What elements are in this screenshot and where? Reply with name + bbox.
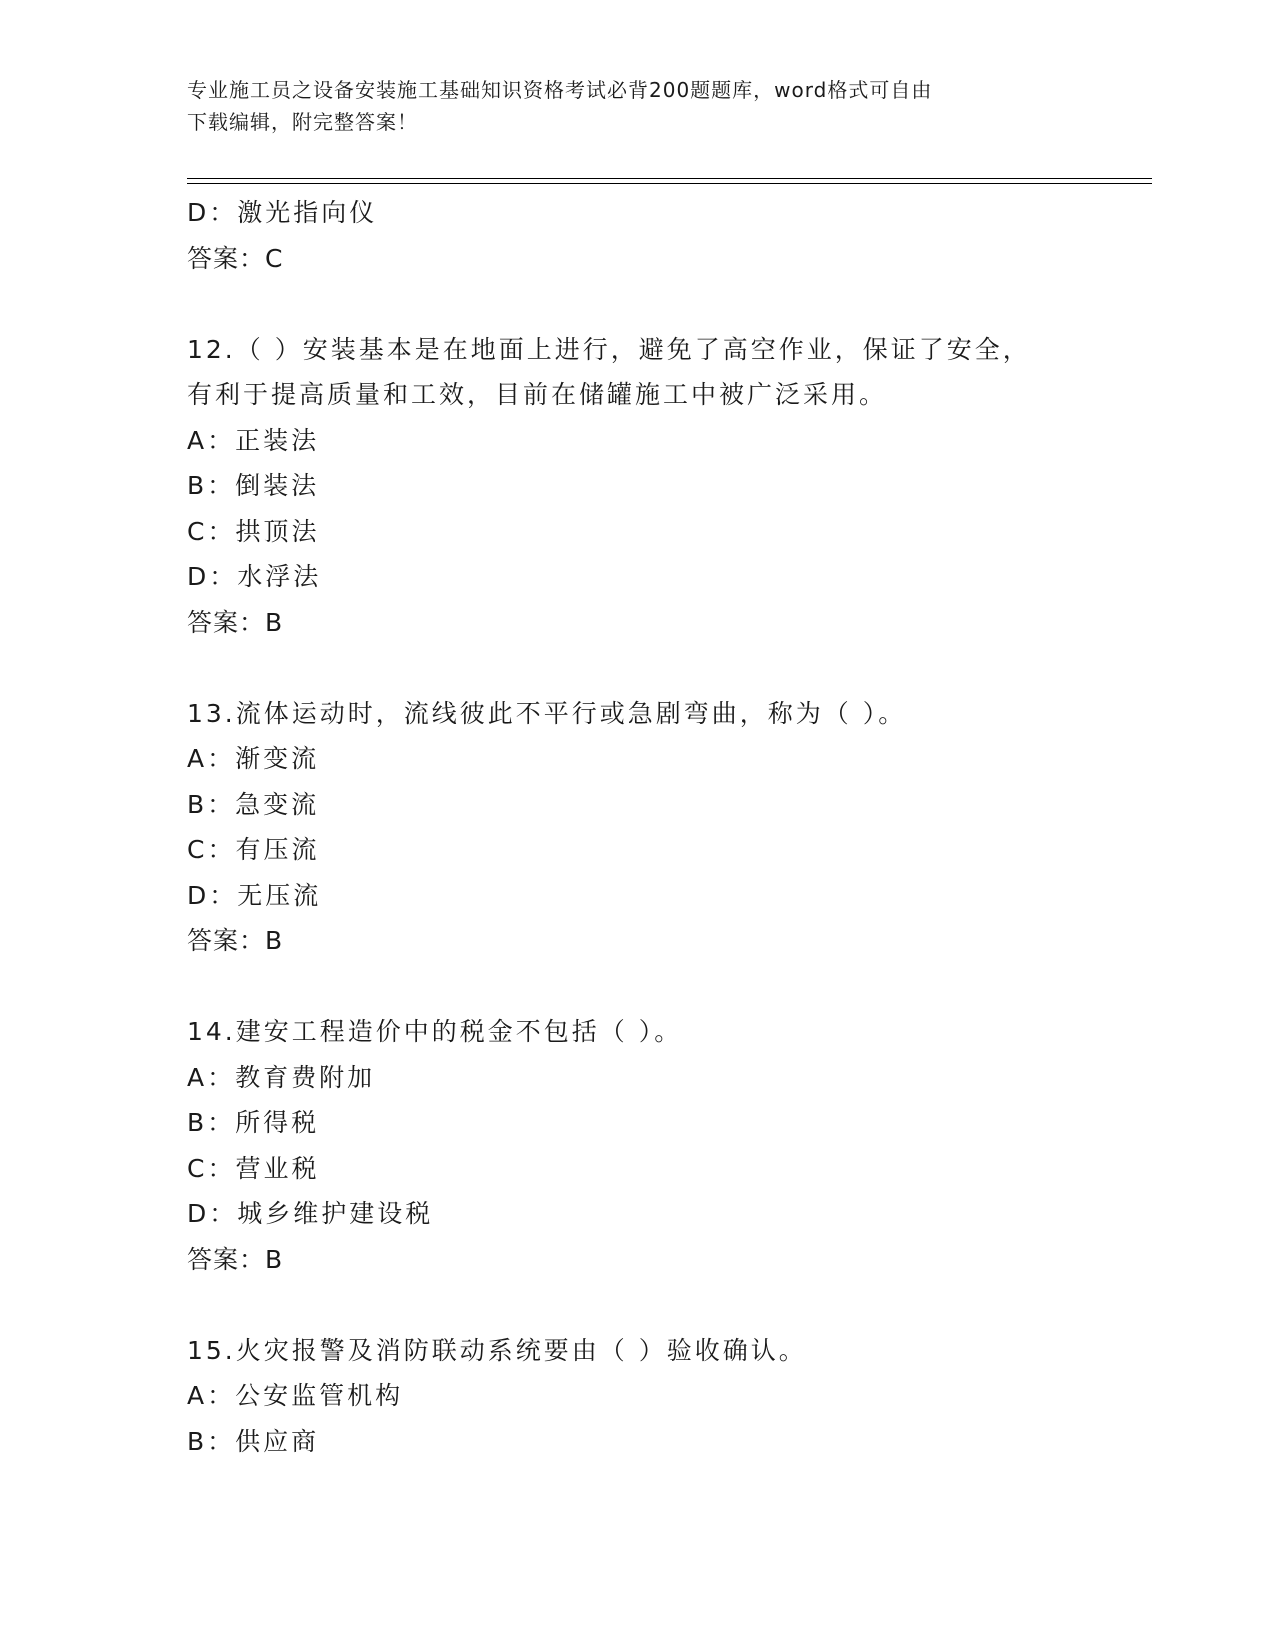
option-a: A：渐变流 [187,744,320,773]
question-stem: 12.（ ）安装基本是在地面上进行，避免了高空作业，保证了安全， [187,334,1031,364]
spacer [187,281,1087,327]
question-stem: 15.火灾报警及消防联动系统要由（ ）验收确认。 [187,1335,807,1365]
header-divider-top [187,178,1152,179]
answer: 答案：B [187,1244,284,1274]
option-d: D：水浮法 [187,562,322,591]
header-divider-bottom [187,183,1152,184]
question-stem: 13.流体运动时，流线彼此不平行或急剧弯曲，称为（ ）。 [187,698,907,728]
option-c: C：营业税 [187,1153,320,1183]
option-b: B：急变流 [187,789,320,819]
spacer [187,964,1087,1010]
question-content [187,190,1087,1464]
option-d: D：激光指向仪 [187,198,378,227]
answer: 答案：C [187,243,284,273]
option-d: D：无压流 [187,880,322,910]
answer: 答案：B [187,607,284,637]
option-c: C：有压流 [187,835,320,864]
answer: 答案：B [187,926,284,955]
header-title-line-1: 专业施工员之设备安装施工基础知识资格考试必背200题题库，word格式可自由 [187,78,933,102]
header-title-line-2: 下载编辑，附完整答案！ [187,110,418,134]
question-stem-continued: 有利于提高质量和工效，目前在储罐施工中被广泛采用。 [187,380,888,409]
option-b: B：倒装法 [187,471,320,500]
document-header [187,74,1067,138]
question-13 [187,691,1087,964]
option-a: A：公安监管机构 [187,1381,404,1410]
question-12 [187,327,1087,646]
option-a: A：正装法 [187,425,320,455]
option-d: D：城乡维护建设税 [187,1199,434,1228]
option-a: A：教育费附加 [187,1062,376,1092]
spacer [187,645,1087,691]
option-b: B：供应商 [187,1426,320,1456]
spacer [187,1282,1087,1328]
option-b: B：所得税 [187,1108,320,1137]
question-14 [187,1009,1087,1282]
option-c: C：拱顶法 [187,516,320,546]
question-15 [187,1328,1087,1465]
question-stem: 14.建安工程造价中的税金不包括（ ）。 [187,1017,683,1046]
